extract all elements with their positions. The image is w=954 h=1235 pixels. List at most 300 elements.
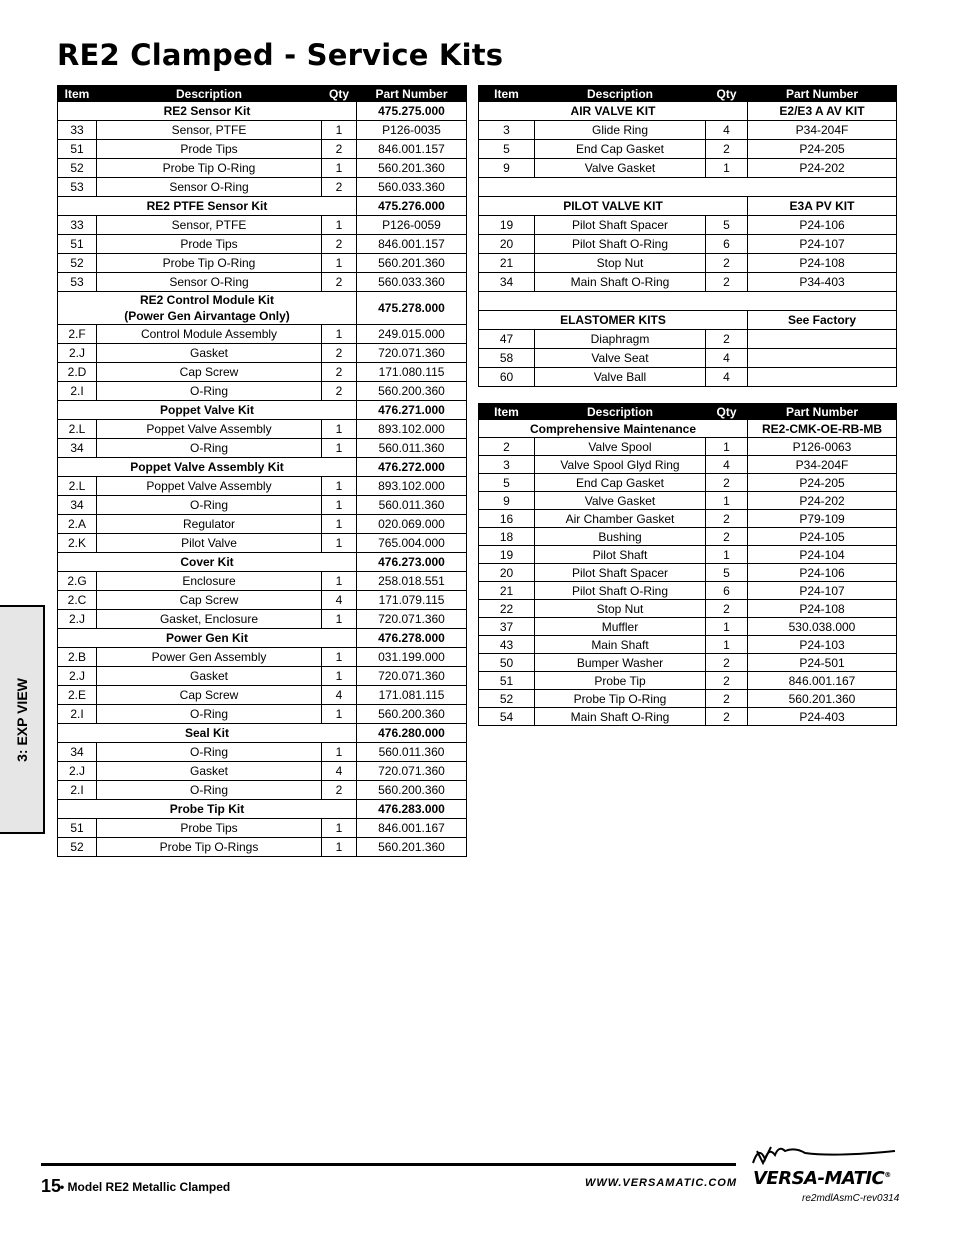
description-cell: Probe Tip O-Ring [535,690,706,708]
header-part-number: Part Number [357,86,467,102]
table-row [479,600,897,618]
description-cell: Probe Tip O-Ring [97,254,322,273]
description-cell: Muffler [535,618,706,636]
kit-part-number: 475.276.000 [357,197,467,216]
table-row [479,708,897,726]
qty-cell: 1 [322,477,357,496]
table-row [58,344,467,363]
table-row [479,140,897,159]
kit-name-line: Probe Tip Kit [169,801,245,816]
kit-row [479,311,897,330]
item-cell: 21 [479,582,535,600]
description-cell: Bushing [535,528,706,546]
description-cell: End Cap Gasket [535,474,706,492]
revision-code: re2mdlAsmC-rev0314 [802,1193,900,1204]
part-number-cell: 720.071.360 [357,610,467,629]
spacer-row [479,178,897,197]
item-cell: 2.J [58,667,97,686]
item-cell: 2.E [58,686,97,705]
item-cell: 51 [58,819,97,838]
part-number-cell: P24-107 [748,235,897,254]
qty-cell: 4 [706,456,748,474]
description-cell: Probe Tip O-Ring [97,159,322,178]
table-row [479,510,897,528]
part-number-cell: 560.200.360 [357,705,467,724]
kit-row [58,800,467,819]
item-cell: 43 [479,636,535,654]
item-cell: 37 [479,618,535,636]
description-cell: Bumper Washer [535,654,706,672]
part-number-cell: P24-202 [748,159,897,178]
kit-part-number: E2/E3 A AV KIT [748,102,897,121]
part-number-cell: 171.080.115 [357,363,467,382]
table-row [58,254,467,273]
description-cell: Cap Screw [97,686,322,705]
part-number-cell [748,330,897,349]
item-cell: 2.I [58,781,97,800]
description-cell: Cap Screw [97,591,322,610]
kit-part-number: 475.278.000 [357,292,467,325]
item-cell: 34 [58,439,97,458]
description-cell: Prode Tips [97,235,322,254]
qty-cell: 2 [322,344,357,363]
kit-name [479,102,748,121]
kit-name [479,420,748,438]
description-cell: Stop Nut [535,600,706,618]
table-row [58,140,467,159]
description-cell: O-Ring [97,743,322,762]
header-description: Description [535,86,706,102]
qty-cell: 1 [322,439,357,458]
item-cell: 2.B [58,648,97,667]
qty-cell: 2 [706,690,748,708]
part-number-cell: 560.011.360 [357,743,467,762]
part-number-cell: 031.199.000 [357,648,467,667]
table-row [58,515,467,534]
table-row [479,159,897,178]
part-number-cell: P24-202 [748,492,897,510]
description-cell: Sensor O-Ring [97,273,322,292]
kit-name [58,102,357,121]
qty-cell: 1 [322,572,357,591]
qty-cell: 2 [322,178,357,197]
table-row [479,582,897,600]
table-row [479,254,897,273]
kit-part-number: E3A PV KIT [748,197,897,216]
qty-cell: 1 [706,438,748,456]
description-cell: Probe Tips [97,819,322,838]
table-row [479,438,897,456]
description-cell: End Cap Gasket [535,140,706,159]
qty-cell: 5 [706,216,748,235]
table-row [58,572,467,591]
item-cell: 2.G [58,572,97,591]
part-number-cell: 720.071.360 [357,344,467,363]
item-cell: 19 [479,216,535,235]
table-row [58,610,467,629]
part-number-cell: 846.001.157 [357,235,467,254]
item-cell: 2.F [58,325,97,344]
description-cell: Valve Spool [535,438,706,456]
footer-model: • Model RE2 Metallic Clamped [60,1180,231,1194]
qty-cell: 1 [322,743,357,762]
part-number-cell: 560.201.360 [357,838,467,857]
kit-row [58,629,467,648]
part-number-cell: 893.102.000 [357,420,467,439]
kit-part-number: 476.283.000 [357,800,467,819]
item-cell: 47 [479,330,535,349]
item-cell: 21 [479,254,535,273]
kit-name-line: Comprehensive Maintenance [529,421,697,436]
table-row [479,654,897,672]
part-number-cell [748,349,897,368]
description-cell: Diaphragm [535,330,706,349]
part-number-cell: P34-204F [748,121,897,140]
description-cell: Main Shaft O-Ring [535,273,706,292]
kit-name-line: AIR VALVE KIT [570,103,656,118]
table-row [58,591,467,610]
table-row [479,528,897,546]
table-row [58,534,467,553]
part-number-cell: 560.201.360 [357,159,467,178]
qty-cell: 4 [322,686,357,705]
part-number-cell: P24-205 [748,474,897,492]
table-row [479,235,897,254]
kit-name [58,458,357,477]
part-number-cell: P126-0059 [357,216,467,235]
part-number-cell: P24-205 [748,140,897,159]
part-number-cell: P34-204F [748,456,897,474]
registered-mark: ® [884,1171,891,1179]
part-number-cell: P24-501 [748,654,897,672]
table-row [479,273,897,292]
item-cell: 19 [479,546,535,564]
table-row [479,636,897,654]
table-row [58,496,467,515]
qty-cell: 2 [706,330,748,349]
description-cell: Sensor, PTFE [97,216,322,235]
kit-row [58,292,467,325]
item-cell: 3 [479,456,535,474]
kit-row [58,553,467,572]
part-number-cell: P24-104 [748,546,897,564]
item-cell: 9 [479,159,535,178]
qty-cell: 1 [322,667,357,686]
kit-name-line: Poppet Valve Assembly Kit [130,459,284,474]
item-cell: 52 [479,690,535,708]
kit-name-line: Poppet Valve Kit [159,402,255,417]
description-cell: O-Ring [97,496,322,515]
description-cell: Poppet Valve Assembly [97,477,322,496]
description-cell: Pilot Shaft [535,546,706,564]
description-cell: Sensor O-Ring [97,178,322,197]
qty-cell: 2 [322,235,357,254]
part-number-cell: 720.071.360 [357,667,467,686]
item-cell: 16 [479,510,535,528]
part-number-cell: P24-105 [748,528,897,546]
kit-row [58,724,467,743]
table-row [58,838,467,857]
part-number-cell: 258.018.551 [357,572,467,591]
kit-part-number: 475.275.000 [357,102,467,121]
description-cell: Valve Gasket [535,492,706,510]
part-number-cell: 765.004.000 [357,534,467,553]
kit-part-number: 476.272.000 [357,458,467,477]
description-cell: Gasket, Enclosure [97,610,322,629]
part-number-cell: 846.001.157 [357,140,467,159]
kit-row [58,458,467,477]
website-link[interactable]: WWW.VERSAMATIC.COM [585,1177,738,1189]
table-row [479,474,897,492]
table-row [58,216,467,235]
qty-cell: 2 [322,363,357,382]
item-cell: 33 [58,216,97,235]
qty-cell: 2 [706,254,748,273]
item-cell: 2.C [58,591,97,610]
kit-row [479,197,897,216]
qty-cell: 1 [322,838,357,857]
table-row [58,235,467,254]
description-cell: Enclosure [97,572,322,591]
kit-name-note: (Power Gen Airvantage Only) [124,309,290,323]
qty-cell: 1 [706,546,748,564]
item-cell: 2.I [58,382,97,401]
kit-name-line: Cover Kit [180,554,234,569]
item-cell: 53 [58,178,97,197]
qty-cell: 2 [322,781,357,800]
table-row [58,159,467,178]
kit-part-number: RE2-CMK-OE-RB-MB [748,420,897,438]
part-number-cell: P79-109 [748,510,897,528]
item-cell: 2.J [58,344,97,363]
part-number-cell: 249.015.000 [357,325,467,344]
description-cell: Air Chamber Gasket [535,510,706,528]
table-row [58,178,467,197]
kit-name-line: Power Gen Kit [165,630,248,645]
qty-cell: 2 [706,510,748,528]
item-cell: 5 [479,140,535,159]
qty-cell: 4 [706,349,748,368]
part-number-cell: P24-103 [748,636,897,654]
qty-cell: 2 [706,528,748,546]
qty-cell: 2 [706,654,748,672]
item-cell: 51 [58,235,97,254]
table-row [58,273,467,292]
qty-cell: 2 [322,382,357,401]
part-number-cell: P24-108 [748,254,897,273]
description-cell: O-Ring [97,382,322,401]
page-title: RE2 Clamped - Service Kits [57,38,504,72]
description-cell: Stop Nut [535,254,706,273]
kit-name-line: ELASTOMER KITS [560,312,666,327]
qty-cell: 1 [322,648,357,667]
header-part-number: Part Number [748,404,897,420]
kit-name-line: RE2 Control Module Kit [140,293,274,307]
item-cell: 60 [479,368,535,387]
item-cell: 2.I [58,705,97,724]
table-row [479,216,897,235]
kit-name [479,197,748,216]
item-cell: 53 [58,273,97,292]
description-cell: Gasket [97,762,322,781]
kit-row [58,401,467,420]
description-cell: Sensor, PTFE [97,121,322,140]
brand-name: VERSA-MATIC [753,1168,885,1189]
part-number-cell: 171.081.115 [357,686,467,705]
kit-part-number: 476.278.000 [357,629,467,648]
part-number-cell: 846.001.167 [357,819,467,838]
table-row [58,648,467,667]
qty-cell: 2 [706,273,748,292]
part-number-cell: P24-403 [748,708,897,726]
item-cell: 2.J [58,610,97,629]
description-cell: O-Ring [97,705,322,724]
table-row [58,762,467,781]
kit-name-line: RE2 PTFE Sensor Kit [146,198,268,213]
item-cell: 2.K [58,534,97,553]
spacer-cell [479,178,897,197]
part-number-cell: 560.033.360 [357,178,467,197]
description-cell: Pilot Shaft O-Ring [535,235,706,254]
spacer-cell [479,292,897,311]
qty-cell: 1 [322,819,357,838]
qty-cell: 1 [322,705,357,724]
description-cell: Main Shaft O-Ring [535,708,706,726]
table-row [479,618,897,636]
qty-cell: 1 [322,216,357,235]
description-cell: Probe Tip [535,672,706,690]
kit-name [58,800,357,819]
kit-row [479,102,897,121]
table-header-row [479,86,897,102]
item-cell: 2.L [58,477,97,496]
part-number-cell: 720.071.360 [357,762,467,781]
spacer-row [479,292,897,311]
table-row [479,121,897,140]
description-cell: Power Gen Assembly [97,648,322,667]
kit-name [58,292,357,325]
part-number-cell: 560.033.360 [357,273,467,292]
item-cell: 2.D [58,363,97,382]
header-description: Description [97,86,322,102]
qty-cell: 1 [322,121,357,140]
description-cell: Pilot Shaft Spacer [535,216,706,235]
table-header-row [58,86,467,102]
item-cell: 58 [479,349,535,368]
table-row [58,819,467,838]
kit-name [58,724,357,743]
description-cell: Glide Ring [535,121,706,140]
part-number-cell: 560.201.360 [748,690,897,708]
item-cell: 54 [479,708,535,726]
header-item: Item [58,86,97,102]
item-cell: 2.L [58,420,97,439]
qty-cell: 4 [322,591,357,610]
page-number: 15 [41,1176,62,1196]
description-cell: Gasket [97,667,322,686]
table-row [479,368,897,387]
part-number-cell: P126-0035 [357,121,467,140]
part-number-cell: 560.011.360 [357,439,467,458]
kit-name [479,311,748,330]
description-cell: Prode Tips [97,140,322,159]
table-row [479,672,897,690]
item-cell: 34 [479,273,535,292]
qty-cell: 1 [706,159,748,178]
qty-cell: 2 [322,140,357,159]
header-qty: Qty [706,86,748,102]
item-cell: 50 [479,654,535,672]
qty-cell: 1 [322,496,357,515]
table-row [479,546,897,564]
item-cell: 20 [479,564,535,582]
item-cell: 2.A [58,515,97,534]
part-number-cell: P24-108 [748,600,897,618]
part-number-cell: 020.069.000 [357,515,467,534]
qty-cell: 6 [706,582,748,600]
table-row [58,363,467,382]
item-cell: 52 [58,838,97,857]
qty-cell: 4 [322,762,357,781]
section-side-tab[interactable] [0,605,45,834]
table-row [58,781,467,800]
kit-row [479,420,897,438]
right-service-kits-table [478,85,897,387]
part-number-cell: 846.001.167 [748,672,897,690]
footer-divider [41,1163,736,1166]
description-cell: Valve Ball [535,368,706,387]
qty-cell: 2 [706,474,748,492]
item-cell: 5 [479,474,535,492]
table-row [58,477,467,496]
qty-cell: 4 [706,121,748,140]
qty-cell: 1 [706,492,748,510]
qty-cell: 2 [322,273,357,292]
table-header-row [479,404,897,420]
part-number-cell: 560.200.360 [357,382,467,401]
description-cell: Main Shaft [535,636,706,654]
kit-row [58,102,467,121]
table-row [58,686,467,705]
part-number-cell: 893.102.000 [357,477,467,496]
section-side-tab-label: 3: EXP VIEW [13,677,30,762]
kit-part-number: 476.280.000 [357,724,467,743]
description-cell: Valve Seat [535,349,706,368]
qty-cell: 1 [322,254,357,273]
kit-name-line: PILOT VALVE KIT [563,198,663,213]
header-qty: Qty [706,404,748,420]
header-description: Description [535,404,706,420]
item-cell: 51 [479,672,535,690]
table-row [58,705,467,724]
qty-cell: 2 [706,140,748,159]
kit-name [58,197,357,216]
part-number-cell: P24-106 [748,564,897,582]
description-cell: Valve Gasket [535,159,706,178]
table-row [58,382,467,401]
qty-cell: 1 [322,159,357,178]
item-cell: 2 [479,438,535,456]
table-row [479,456,897,474]
item-cell: 52 [58,159,97,178]
description-cell: Pilot Shaft O-Ring [535,582,706,600]
description-cell: Pilot Shaft Spacer [535,564,706,582]
qty-cell: 1 [322,610,357,629]
kit-part-number: 476.273.000 [357,553,467,572]
kit-row [58,197,467,216]
item-cell: 3 [479,121,535,140]
description-cell: Pilot Valve [97,534,322,553]
